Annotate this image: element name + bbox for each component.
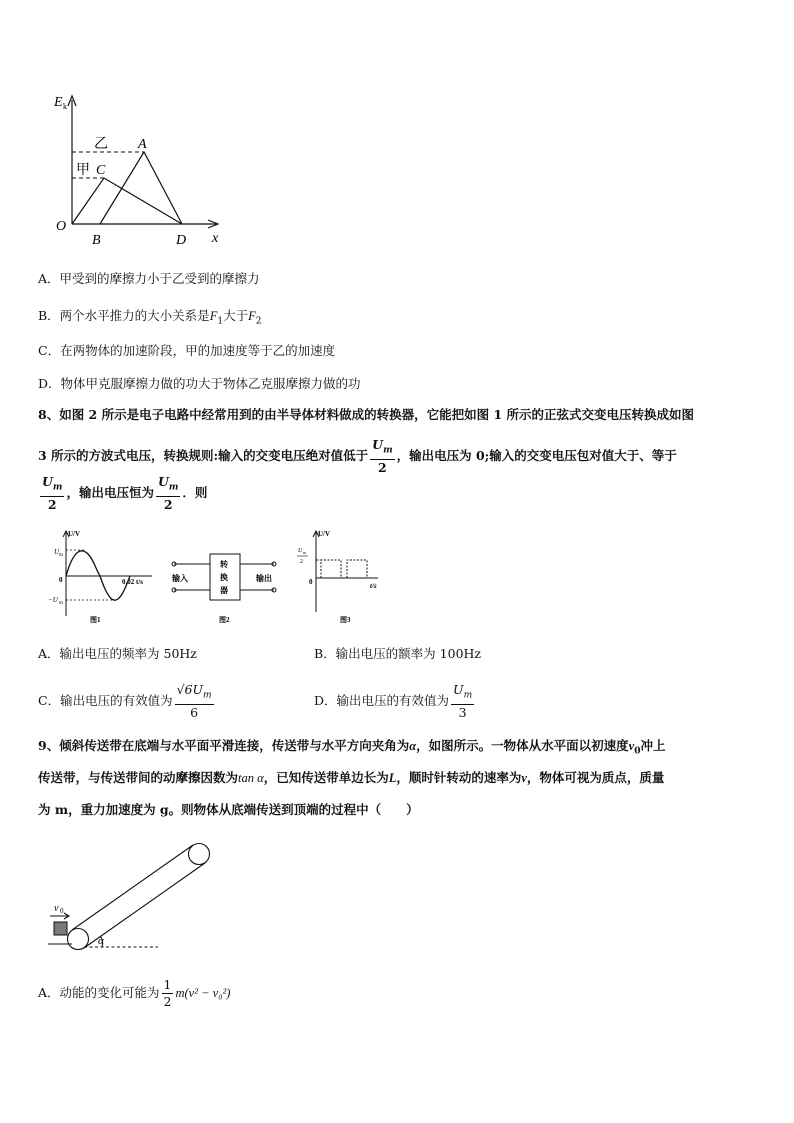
fig2-box-char-3: 器 [220,586,228,595]
q9-line2-post: ，已知传送带单边长为 [263,770,389,785]
yi-curve [100,152,182,224]
jia-label: 甲 [76,163,90,178]
yi-label: 乙 [94,137,108,152]
fig3-y-label: U/V [318,530,331,538]
frac-den: 2 [163,496,173,512]
frac-den: 2 [163,994,172,1009]
frac-num: U [42,474,53,489]
q8-option-c [38,682,216,721]
um-half-fraction [370,437,394,476]
fig3-um-den: 2 [300,559,303,565]
fig1-neg-um-sub: m [59,601,63,606]
y-label: E [54,95,63,110]
f1-symbol: F [209,309,218,323]
fig-v0-label: v [54,903,59,914]
q9-line1-end: 冲上 [640,738,666,753]
fig1-y-label: U/V [68,530,81,538]
fig1-um-label: U [54,548,60,556]
frac-sub: m [203,690,212,701]
um-over-3 [451,682,474,721]
frac-num: U [372,437,384,452]
y-label-sub: k [63,102,67,111]
q9-option-a-text: A．动能的变化可能为 [38,985,160,1000]
frac-num: √6U [176,682,204,697]
l-symbol: L [388,771,397,785]
um-half-fraction-3 [156,474,180,513]
fig1-sine-curve [66,551,130,600]
x-label: x [212,231,219,246]
q9-line2-end: ，物体可视为质点，质量 [526,770,665,785]
point-b-label: B [92,233,101,248]
v-symbol: v [521,771,527,785]
q9-line2 [38,768,664,788]
q9-line3: 为 m，重力加速度为 g。则物体从底端传送到顶端的过程中（ ） [38,802,419,817]
q8-option-a: A．输出电压的频率为 50Hz [38,646,197,661]
q9-option-a [38,976,230,1010]
q8-line2-post: ，输出电压为 0;输入的交变电压包对值大于、等于 [396,447,677,463]
frac-num: 1 [163,977,172,992]
point-a-label: A [138,137,147,152]
q9-line2-text: 传送带，与传送带间的动摩擦因数为 [38,770,239,785]
frac-sub: m [52,482,63,493]
ek-x-graph [48,88,238,248]
fig2-caption: 图2 [219,616,230,624]
f2-sub: 2 [255,316,262,327]
q8-option-d-text: D．输出电压的有效值为 [314,692,450,708]
point-d-label: D [176,233,187,248]
fig1-caption: 图1 [90,616,101,624]
q8-line3-text: ，输出电压恒为 [66,484,154,500]
fig2-box-char-2: 换 [220,573,228,582]
q8-line2-text: 3 所示的方波式电压，转换规则:输入的交变电压绝对值低于 [38,447,369,463]
frac-sub: m [168,482,179,493]
fig1-neg-um-label: −U [48,596,58,604]
fig2-input-label: 输入 [172,574,188,583]
fig3-caption: 图3 [340,616,351,624]
frac-den: 6 [190,704,199,720]
fig1-t-label: 0.02 t/s [122,578,143,586]
block [54,922,67,935]
q7-option-a: A．甲受到的摩擦力小于乙受到的摩擦力 [38,271,260,286]
fig3-um-num: U [298,548,303,554]
bottom-roller [68,929,89,950]
tan-alpha: tan α [238,771,264,785]
fig1-zero: 0 [59,576,63,584]
q7-option-b-text: B．两个水平推力的大小关系是 [38,308,210,323]
q7-option-b [38,306,261,332]
figure-1-sine [44,526,164,626]
kinetic-energy-expr: m(v² − v₀²) [175,986,231,1000]
fig3-pulse-1 [321,560,341,578]
alpha-symbol: α [409,739,417,753]
f2-symbol: F [248,309,256,323]
v0-symbol: v [628,739,635,753]
fig3-um-sub: m [303,550,307,555]
jia-curve [72,178,182,224]
q9-line1 [38,736,665,762]
q8-line3-end: ．则 [182,484,208,500]
fig3-pulse-2 [347,560,367,578]
q8-line1: 8、如图 2 所示是电子电路中经常用到的由半导体材料做成的转换器，它能把如图 1 所示的正弦式交变电压转换成如图 [38,407,695,422]
frac-num: U [157,474,169,489]
conveyor-figure [44,838,224,956]
belt-upper [72,845,193,930]
frac-sub: m [383,445,393,456]
point-c-label: C [96,163,106,178]
figure-2-converter [168,546,280,626]
origin-label: O [56,219,67,234]
q7-option-d: D．物体甲克服摩擦力做的功大于物体乙克服摩擦力做的功 [38,376,361,391]
q9-line1-text: 9、倾斜传送带在底端与水平面平滑连接，传送带与水平方向夹角为 [38,738,410,753]
frac-sub: m [463,690,473,701]
q8-option-c-text: C．输出电压的有效值为 [38,692,173,708]
q8-line3 [38,474,207,513]
fig3-t-label: t/s [370,582,377,590]
q8-line2 [38,437,677,476]
fig3-zero: 0 [309,578,313,586]
f1-sub: 1 [217,316,224,327]
figure-3-square [290,526,386,626]
frac-den: 2 [47,496,57,512]
sqrt6-um-over-6 [175,682,214,721]
q9-line2-post2: ，顺时针转动的速率为 [396,770,522,785]
frac-den: 3 [458,704,467,720]
q9-line1-post: ，如图所示。一物体从水平面以初速度 [416,738,629,753]
fig-v0-sub: 0 [60,907,64,915]
q7-option-c: C．在两物体的加速阶段，甲的加速度等于乙的加速度 [38,343,336,358]
top-roller [189,844,210,865]
fig-alpha-label: α [98,935,104,947]
um-half-fraction-2 [40,474,64,513]
fig2-output-label: 输出 [256,574,272,583]
frac-den: 2 [378,459,387,475]
one-half-fraction [162,977,174,1010]
frac-num: U [453,682,464,697]
fig2-box-char-1: 转 [220,560,228,569]
q8-option-d [314,682,476,721]
q7-option-b-mid: 大于 [223,308,249,323]
fig1-um-sub: m [59,553,63,558]
q8-option-b: B．输出电压的额率为 100Hz [314,646,482,661]
v0-sub: 0 [634,746,641,757]
